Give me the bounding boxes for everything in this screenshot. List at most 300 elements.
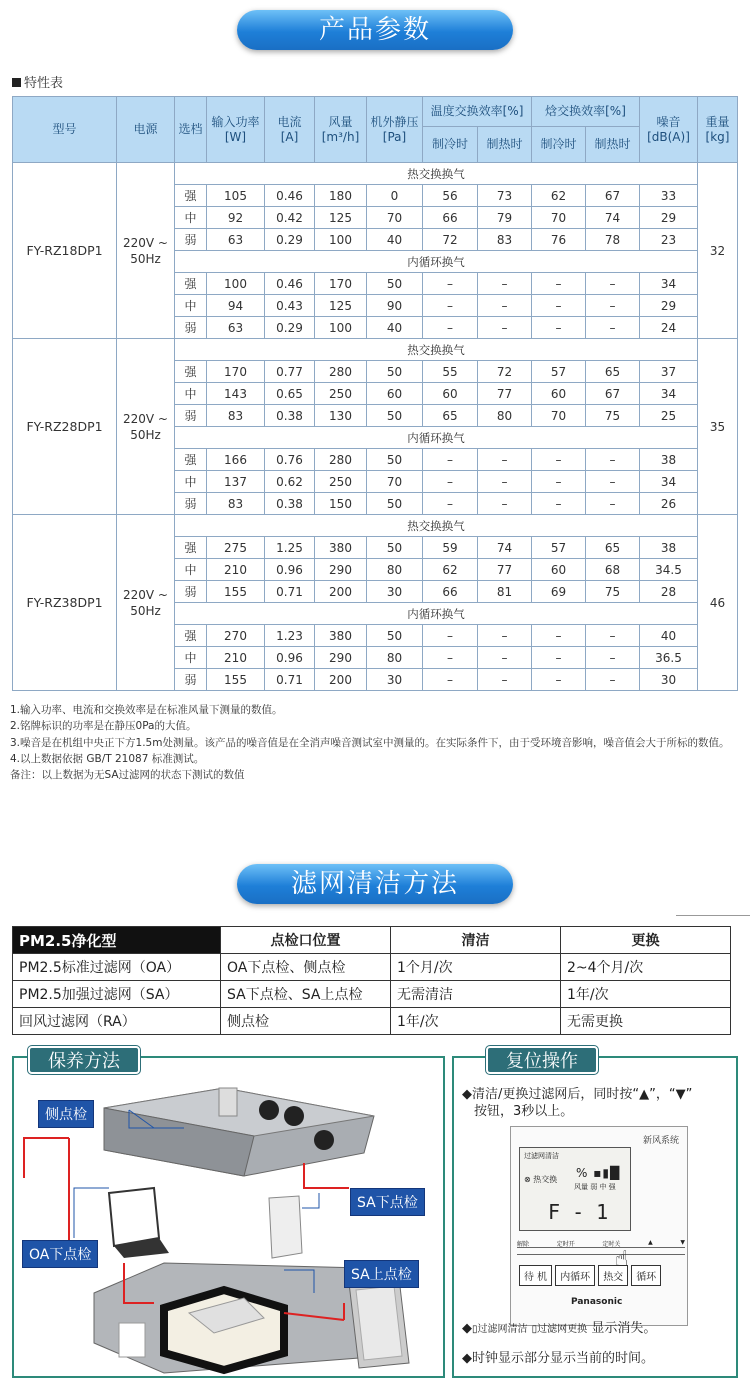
model-name: FY-RZ28DP1 — [13, 339, 117, 515]
spec-cell: 34 — [640, 471, 698, 493]
spec-cell: 76 — [532, 229, 586, 251]
note-line: 4.以上数据依据 GB/T 21087 标准测试。 — [10, 752, 205, 765]
spec-cell: – — [478, 471, 532, 493]
spec-cell: 72 — [423, 229, 478, 251]
spec-cell: 40 — [640, 625, 698, 647]
filter-cell: OA下点检、侧点检 — [221, 954, 391, 981]
header-airflow-unit: [m³/h] — [321, 129, 360, 144]
table-row — [13, 1008, 731, 1035]
spec-cell: 弱 — [175, 493, 207, 515]
spec-cell: – — [478, 625, 532, 647]
spec-cell: 77 — [478, 559, 532, 581]
spec-cell: – — [532, 317, 586, 339]
spec-cell: 80 — [367, 559, 423, 581]
spec-cell: 强 — [175, 185, 207, 207]
reset-panel — [452, 1051, 738, 1378]
spec-cell: – — [586, 625, 640, 647]
display-disappear-text: 显示消失。 — [591, 1321, 657, 1336]
filter-cell: 2~4个月/次 — [561, 954, 731, 981]
lcd-mode — [524, 1174, 557, 1185]
maintenance-panel — [12, 1051, 445, 1378]
header-input-power — [207, 97, 265, 163]
spec-cell: – — [586, 449, 640, 471]
spec-cell: 29 — [640, 207, 698, 229]
spec-cell: 380 — [315, 537, 367, 559]
spec-cell: – — [478, 295, 532, 317]
spec-cell: 68 — [586, 559, 640, 581]
label-cancel: 解除 — [517, 1241, 530, 1248]
spec-cell: 70 — [367, 471, 423, 493]
mode-group-label: 内循环换气 — [175, 427, 698, 449]
spec-cell: 170 — [207, 361, 265, 383]
spec-cell: 80 — [478, 405, 532, 427]
header-current-unit: [A] — [280, 129, 299, 144]
filter-replace-label: 过滤网更换 — [537, 1324, 588, 1335]
spec-cell: 强 — [175, 361, 207, 383]
filter-cell: 无需清洁 — [391, 981, 561, 1008]
spec-cell: 28 — [640, 581, 698, 603]
spec-cell: 50 — [367, 625, 423, 647]
note-line: 2.铭牌标识的功率是在静压0Pa的大值。 — [10, 720, 197, 733]
spec-cell: 67 — [586, 383, 640, 405]
spec-cell: – — [532, 669, 586, 691]
callout-sa-upper: SA上点检 — [344, 1260, 419, 1288]
mode-group-label: 热交换换气 — [175, 515, 698, 537]
filter-cell: 1个月/次 — [391, 954, 561, 981]
callout-oa-lower: OA下点检 — [22, 1240, 98, 1268]
header-noise — [640, 97, 698, 163]
spec-cell: 125 — [315, 207, 367, 229]
spec-cell: – — [478, 493, 532, 515]
spec-cell: – — [586, 647, 640, 669]
spec-cell: – — [423, 471, 478, 493]
spec-cell: 66 — [423, 581, 478, 603]
spec-cell: 75 — [586, 581, 640, 603]
bullet: ◆ — [462, 1321, 472, 1336]
spec-cell: 50 — [367, 537, 423, 559]
spec-cell: 380 — [315, 625, 367, 647]
spec-cell: – — [423, 449, 478, 471]
header-weight — [698, 97, 738, 163]
spec-cell: 180 — [315, 185, 367, 207]
spec-cell: 40 — [367, 229, 423, 251]
reset-instruction-4: ◆时钟显示部分显示当前的时间。 — [462, 1351, 654, 1366]
spec-cell: 30 — [367, 669, 423, 691]
spec-cell: 0.42 — [265, 207, 315, 229]
spec-cell: 80 — [367, 647, 423, 669]
spec-cell: 26 — [640, 493, 698, 515]
divider — [676, 915, 750, 916]
spec-table-title — [12, 72, 63, 91]
spec-cell: – — [478, 647, 532, 669]
table-row — [13, 163, 738, 185]
header-static — [367, 97, 423, 163]
note-line: 3.噪音是在机组中央正下方1.5m处测量。该产品的噪音值是在全消声噪音测试室中测量的。在实际条件下，由于受环境音影响，噪音值会大于所标的数值。 — [10, 736, 730, 749]
maintenance-tab: 保养方法 — [28, 1046, 140, 1074]
power-supply: 220V ~ 50Hz — [117, 515, 175, 691]
spec-cell: 74 — [478, 537, 532, 559]
spec-cell: 0.62 — [265, 471, 315, 493]
spec-cell: – — [423, 493, 478, 515]
header-airflow — [315, 97, 367, 163]
spec-notes — [10, 702, 729, 783]
spec-cell: 0.65 — [265, 383, 315, 405]
mode-group-label: 热交换换气 — [175, 339, 698, 361]
spec-cell: 94 — [207, 295, 265, 317]
down-arrow-icon[interactable]: ▼ — [680, 1239, 685, 1246]
spec-cell: 155 — [207, 669, 265, 691]
filter-cell: 无需更换 — [561, 1008, 731, 1035]
spec-cell: 210 — [207, 559, 265, 581]
spec-cell: – — [586, 317, 640, 339]
spec-cell: 57 — [532, 361, 586, 383]
spec-cell: – — [586, 295, 640, 317]
spec-cell: – — [532, 493, 586, 515]
filter-replace-icon: ▯ — [531, 1324, 538, 1335]
filter-table — [12, 926, 731, 1035]
header-noise-unit: [dB(A)] — [647, 129, 690, 144]
filter-cell: PM2.5加强过滤网（SA） — [13, 981, 221, 1008]
spec-cell: 0.71 — [265, 669, 315, 691]
square-bullet-icon — [12, 78, 21, 87]
spec-cell: 290 — [315, 559, 367, 581]
spec-cell: 34.5 — [640, 559, 698, 581]
spec-cell: 75 — [586, 405, 640, 427]
spec-cell: 100 — [315, 317, 367, 339]
spec-cell: 63 — [207, 317, 265, 339]
spec-cell: 83 — [207, 405, 265, 427]
fan-level-icon: % ▪▮█ — [576, 1166, 621, 1180]
spec-cell: – — [423, 317, 478, 339]
spec-cell: 70 — [532, 207, 586, 229]
filter-header-replace: 更换 — [561, 927, 731, 954]
note-line: 1.输入功率、电流和交换效率是在标准风量下测量的数值。 — [10, 704, 283, 716]
header-current — [265, 97, 315, 163]
spec-cell: 59 — [423, 537, 478, 559]
spec-cell: 0.38 — [265, 493, 315, 515]
mode-group-label: 内循环换气 — [175, 603, 698, 625]
spec-cell: 30 — [367, 581, 423, 603]
spec-cell: – — [586, 273, 640, 295]
spec-cell: 0.46 — [265, 185, 315, 207]
spec-cell: 中 — [175, 207, 207, 229]
spec-cell: 77 — [478, 383, 532, 405]
spec-cell: 81 — [478, 581, 532, 603]
spec-cell: 74 — [586, 207, 640, 229]
spec-cell: 50 — [367, 449, 423, 471]
power-supply: 220V ~ 50Hz — [117, 163, 175, 339]
spec-cell: – — [532, 273, 586, 295]
spec-cell: 强 — [175, 273, 207, 295]
label-timer-on: 定时开 — [556, 1241, 575, 1248]
standby-button[interactable]: 待 机 — [519, 1265, 552, 1286]
spec-cell: 中 — [175, 471, 207, 493]
spec-cell: 34 — [640, 383, 698, 405]
lcd-error-code: F - 1 — [548, 1200, 609, 1224]
spec-cell: – — [532, 449, 586, 471]
spec-cell: 中 — [175, 647, 207, 669]
header-weight-label: 重量 — [705, 114, 730, 129]
spec-cell: 1.23 — [265, 625, 315, 647]
spec-cell: 90 — [367, 295, 423, 317]
spec-cell: 0.38 — [265, 405, 315, 427]
spec-cell: 105 — [207, 185, 265, 207]
spec-cell: 33 — [640, 185, 698, 207]
spec-cell: 65 — [586, 361, 640, 383]
spec-cell: 60 — [532, 559, 586, 581]
weight-value: 32 — [698, 163, 738, 339]
spec-cell: 0.46 — [265, 273, 315, 295]
filter-cell: 1年/次 — [561, 981, 731, 1008]
spec-cell: 125 — [315, 295, 367, 317]
spec-cell: 强 — [175, 449, 207, 471]
spec-cell: 25 — [640, 405, 698, 427]
lcd-filter-text: 过滤网清洁 — [524, 1152, 559, 1160]
spec-cell: – — [478, 449, 532, 471]
spec-cell: – — [423, 273, 478, 295]
filter-cell: PM2.5标准过滤网（OA） — [13, 954, 221, 981]
spec-cell: 166 — [207, 449, 265, 471]
spec-cell: 55 — [423, 361, 478, 383]
header-enth-cool: 制冷时 — [532, 127, 586, 163]
spec-cell: 62 — [423, 559, 478, 581]
spec-cell: 中 — [175, 383, 207, 405]
filter-header-position: 点检口位置 — [221, 927, 391, 954]
small-button-row — [517, 1247, 685, 1255]
header-power: 电源 — [117, 97, 175, 163]
spec-cell: 0.96 — [265, 559, 315, 581]
spec-cell: – — [423, 669, 478, 691]
hand-pointer-icon: ☝ — [615, 1247, 629, 1272]
spec-cell: 57 — [532, 537, 586, 559]
spec-cell: 0 — [367, 185, 423, 207]
mode-group-label: 热交换换气 — [175, 163, 698, 185]
spec-cell: – — [586, 493, 640, 515]
spec-cell: 275 — [207, 537, 265, 559]
spec-cell: 60 — [532, 383, 586, 405]
spec-cell: 29 — [640, 295, 698, 317]
table-row — [13, 339, 738, 361]
header-static-unit: [Pa] — [382, 129, 407, 144]
spec-cell: 79 — [478, 207, 532, 229]
spec-cell: 130 — [315, 405, 367, 427]
spec-cell: 30 — [640, 669, 698, 691]
brand-logo: Panasonic — [571, 1297, 623, 1307]
spec-cell: – — [423, 295, 478, 317]
spec-cell: 69 — [532, 581, 586, 603]
header-noise-label: 噪音 — [656, 114, 681, 129]
spec-cell: – — [478, 317, 532, 339]
spec-cell: 137 — [207, 471, 265, 493]
spec-cell: 0.43 — [265, 295, 315, 317]
spec-cell: 50 — [367, 273, 423, 295]
spec-cell: – — [423, 647, 478, 669]
model-name: FY-RZ18DP1 — [13, 163, 117, 339]
spec-cell: – — [478, 669, 532, 691]
weight-value: 46 — [698, 515, 738, 691]
header-airflow-label: 风量 — [328, 114, 353, 129]
label-timer-off: 定时关 — [602, 1241, 621, 1248]
spec-cell: – — [532, 647, 586, 669]
mode-group-label: 内循环换气 — [175, 251, 698, 273]
spec-cell: 100 — [315, 229, 367, 251]
spec-cell: 强 — [175, 537, 207, 559]
spec-cell: 290 — [315, 647, 367, 669]
spec-cell: 弱 — [175, 581, 207, 603]
spec-cell: 83 — [207, 493, 265, 515]
remote-controller — [510, 1126, 688, 1326]
spec-cell: 92 — [207, 207, 265, 229]
spec-cell: 弱 — [175, 669, 207, 691]
header-current-label: 电流 — [277, 114, 302, 129]
spec-cell: 73 — [478, 185, 532, 207]
spec-cell: – — [586, 471, 640, 493]
spec-cell: 200 — [315, 669, 367, 691]
section-title-filter-cleaning: 滤网清洁方法 — [237, 864, 513, 904]
spec-cell: 70 — [367, 207, 423, 229]
filter-clean-icon: ▯ — [472, 1324, 478, 1335]
spec-cell: 250 — [315, 471, 367, 493]
spec-cell: 60 — [423, 383, 478, 405]
header-temp-heat: 制热时 — [478, 127, 532, 163]
spec-cell: 70 — [532, 405, 586, 427]
spec-cell: 中 — [175, 559, 207, 581]
spec-cell: 0.96 — [265, 647, 315, 669]
cycle-button[interactable]: 循环 — [631, 1265, 661, 1286]
spec-cell: 65 — [423, 405, 478, 427]
spec-cell: 63 — [207, 229, 265, 251]
filter-cell: 1年/次 — [391, 1008, 561, 1035]
spec-cell: 100 — [207, 273, 265, 295]
spec-title-text: 特性表 — [24, 76, 64, 91]
model-name: FY-RZ38DP1 — [13, 515, 117, 691]
spec-cell: 弱 — [175, 229, 207, 251]
spec-cell: 65 — [586, 537, 640, 559]
spec-cell: 1.25 — [265, 537, 315, 559]
weight-value: 35 — [698, 339, 738, 515]
section-title-product-params: 产品参数 — [237, 10, 513, 50]
spec-cell: 0.29 — [265, 229, 315, 251]
spec-cell: 200 — [315, 581, 367, 603]
filter-header-type: PM2.5净化型 — [13, 927, 221, 954]
header-model: 型号 — [13, 97, 117, 163]
header-temp-cool: 制冷时 — [423, 127, 478, 163]
reset-instruction-2: 按钮，3秒以上。 — [474, 1104, 574, 1119]
header-enth-eff: 焓交换效率[%] — [532, 97, 640, 127]
spec-cell: 83 — [478, 229, 532, 251]
filter-cell: SA下点检、SA上点检 — [221, 981, 391, 1008]
spec-cell: 155 — [207, 581, 265, 603]
heat-exchange-button[interactable]: 热交 — [598, 1265, 628, 1286]
table-row — [13, 515, 738, 537]
spec-cell: 250 — [315, 383, 367, 405]
spec-cell: 0.29 — [265, 317, 315, 339]
filter-cell: 侧点检 — [221, 1008, 391, 1035]
spec-cell: 强 — [175, 625, 207, 647]
header-temp-eff: 温度交换效率[%] — [423, 97, 532, 127]
spec-cell: – — [532, 295, 586, 317]
spec-cell: 67 — [586, 185, 640, 207]
header-enth-heat: 制热时 — [586, 127, 640, 163]
lcd-levels: 风量 弱 中 强 — [574, 1183, 616, 1191]
spec-cell: – — [532, 471, 586, 493]
spec-cell: 40 — [367, 317, 423, 339]
spec-cell: 中 — [175, 295, 207, 317]
spec-cell: 72 — [478, 361, 532, 383]
spec-cell: 170 — [315, 273, 367, 295]
spec-cell: 0.76 — [265, 449, 315, 471]
reset-instruction-1: ◆清洁/更换过滤网后，同时按“▲”，“▼” — [462, 1087, 693, 1102]
spec-cell: 150 — [315, 493, 367, 515]
header-mode: 选档 — [175, 97, 207, 163]
spec-cell: 56 — [423, 185, 478, 207]
spec-cell: 210 — [207, 647, 265, 669]
spec-table-body — [13, 163, 738, 691]
table-row — [13, 954, 731, 981]
recirculation-button[interactable]: 内循环 — [555, 1265, 595, 1286]
spec-cell: 弱 — [175, 317, 207, 339]
header-input-power-unit: [W] — [224, 129, 247, 144]
note-line: 备注：以上数据为无SA过滤网的状态下测试的数值 — [10, 769, 245, 782]
spec-cell: 0.71 — [265, 581, 315, 603]
header-weight-unit: [kg] — [705, 129, 730, 144]
spec-cell: 38 — [640, 449, 698, 471]
reset-instruction-3 — [462, 1320, 656, 1339]
spec-cell: 37 — [640, 361, 698, 383]
spec-cell: 36.5 — [640, 647, 698, 669]
up-arrow-icon[interactable]: ▲ — [648, 1239, 653, 1246]
filter-header-clean: 清洁 — [391, 927, 561, 954]
spec-cell: 143 — [207, 383, 265, 405]
spec-cell: 24 — [640, 317, 698, 339]
reset-tab: 复位操作 — [486, 1046, 598, 1074]
spec-cell: 0.77 — [265, 361, 315, 383]
spec-cell: 60 — [367, 383, 423, 405]
callout-side-inspection: 侧点检 — [38, 1100, 94, 1128]
spec-cell: 62 — [532, 185, 586, 207]
spec-table — [12, 96, 738, 691]
spec-cell: 23 — [640, 229, 698, 251]
spec-cell: 34 — [640, 273, 698, 295]
spec-cell: 50 — [367, 361, 423, 383]
power-supply: 220V ~ 50Hz — [117, 339, 175, 515]
spec-cell: 50 — [367, 405, 423, 427]
spec-cell: 280 — [315, 361, 367, 383]
lcd-screen — [519, 1147, 631, 1231]
button-row — [519, 1265, 661, 1286]
spec-cell: – — [532, 625, 586, 647]
spec-cell: – — [423, 625, 478, 647]
spec-cell: 280 — [315, 449, 367, 471]
filter-clean-label: 过滤网清洁 — [477, 1324, 528, 1335]
filter-cell: 回风过滤网（RA） — [13, 1008, 221, 1035]
spec-cell: 270 — [207, 625, 265, 647]
table-row — [13, 981, 731, 1008]
header-static-label: 机外静压 — [370, 114, 419, 129]
spec-cell: – — [478, 273, 532, 295]
header-input-power-label: 输入功率 — [211, 114, 260, 129]
exchange-icon: ⊗ — [524, 1175, 531, 1184]
spec-cell: 66 — [423, 207, 478, 229]
lcd-mode-label: 热交换 — [533, 1175, 558, 1184]
spec-cell: – — [586, 669, 640, 691]
callout-sa-lower: SA下点检 — [350, 1188, 425, 1216]
spec-cell: 50 — [367, 493, 423, 515]
controller-title: 新风系统 — [642, 1136, 679, 1146]
spec-cell: 78 — [586, 229, 640, 251]
spec-cell: 弱 — [175, 405, 207, 427]
spec-cell: 38 — [640, 537, 698, 559]
